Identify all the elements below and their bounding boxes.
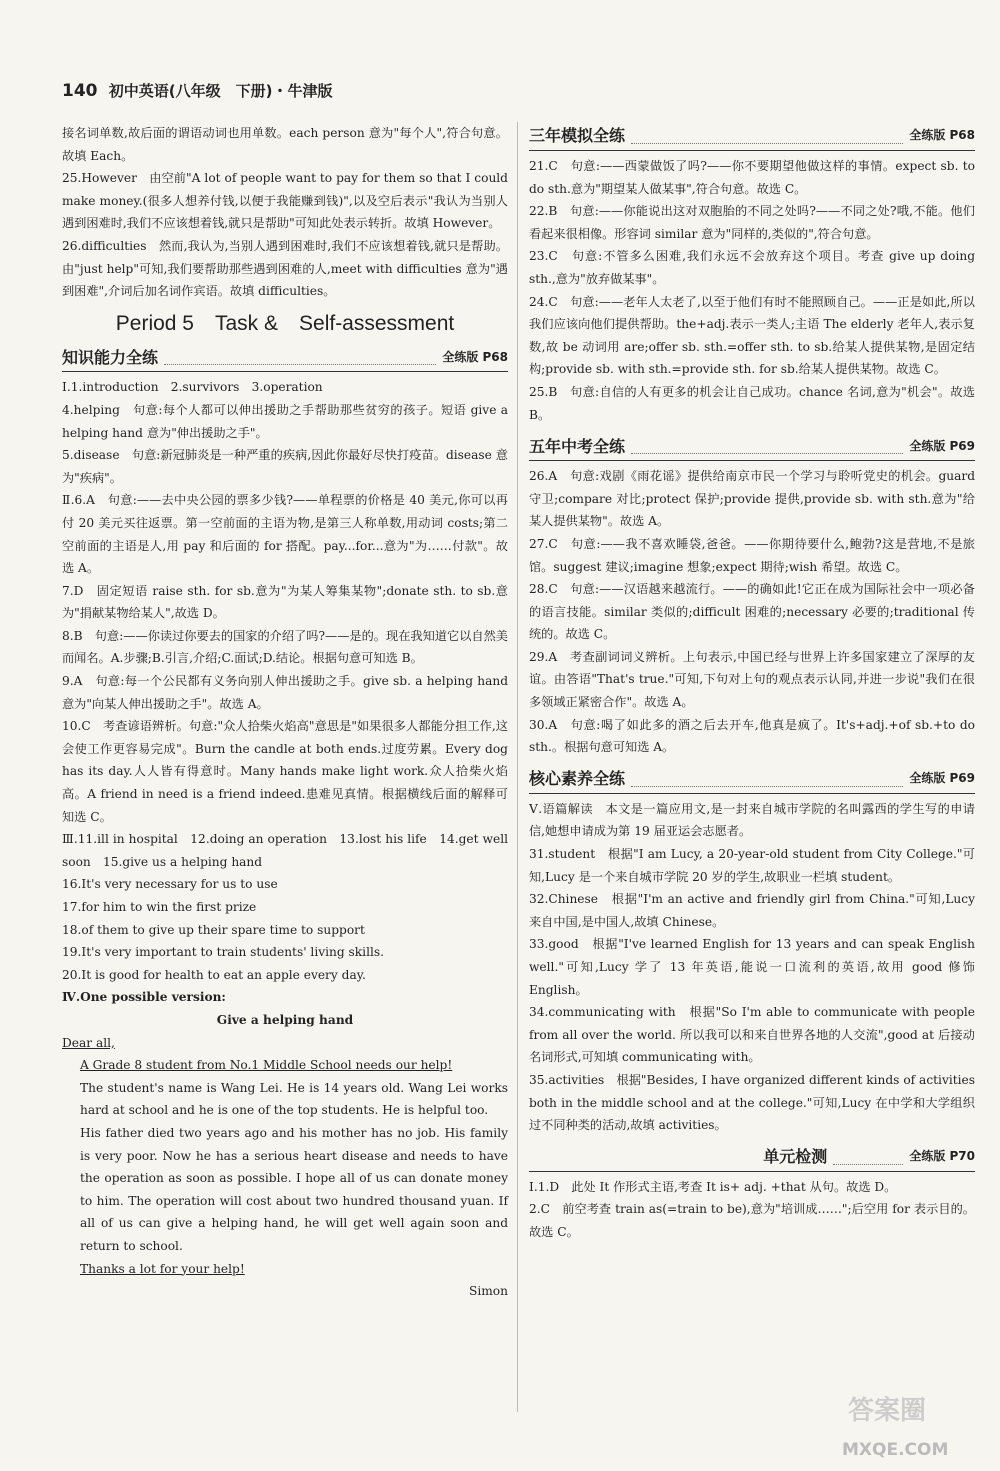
watermark-url: MXQE.COM — [842, 1440, 949, 1460]
section-title: 核心素养全练 — [529, 769, 626, 789]
leader-dots — [164, 364, 436, 365]
answer-item: 27.C 句意:——我不喜欢睡袋,爸爸。——你期待要什么,鲍勃?这是营地,不是旅馆。suggest 建议;imagine 想象;expect 期待;wish 希望。故选 C。 — [529, 536, 975, 574]
section-ref: 全练版 P68 — [909, 128, 975, 143]
leader-dots — [631, 786, 903, 787]
right-column — [529, 122, 975, 1244]
answer-item: 31.student 根据"I am Lucy, a 20-year-old student from City College."可知,Lucy 是一个来自城市学院 20 岁的学生,故职业一栏填 student。 — [529, 847, 975, 884]
answer-item: 9.A 句意:每一个公民都有义务向别人伸出援助之手。give sb. a helping hand 意为"向某人伸出援助之手"。故选 A。 — [62, 674, 508, 711]
answer-item: 33.good 根据"I've learned English for 13 years and can speak English well."可知,Lucy 学了 13 年英语,能说一口流利的英语,故用 good 修饰 English。 — [529, 937, 975, 997]
answer-item: 17.for him to win the first prize — [62, 900, 257, 914]
answer-item: Ⅲ.11.ill in hospital 12.doing an operation 13.lost his life 14.get well soon 15.give us a helping hand — [62, 832, 508, 869]
section-ref: 全练版 P69 — [909, 771, 975, 786]
answer-item: 20.It is good for health to eat an apple every day. — [62, 967, 366, 982]
letter-line: A Grade 8 student from No.1 Middle School needs our help! — [80, 1058, 453, 1073]
answer-item: 22.B 句意:——你能说出这对双胞胎的不同之处吗?——不同之处?哦,不能。他们看起来很相像。形容词 similar 意为"同样的,类似的",符合句意。 — [529, 204, 975, 241]
answer-item: 32.Chinese 根据"I'm an active and friendly girl from China."可知,Lucy 来自中国,是中国人,故填 Chinese。 — [529, 892, 975, 929]
section-title: 知识能力全练 — [62, 347, 159, 367]
section-title: 三年模拟全练 — [529, 126, 626, 146]
paragraph: 接名词单数,故后面的谓语动词也用单数。each person 意为"每个人",符合句意。故填 Each。 — [62, 126, 508, 163]
section-header — [62, 343, 508, 372]
answer-item: 24.C 句意:——老年人太老了,以至于他们有时不能照顾自己。——正是如此,所以我们应该向他们提供帮助。the+adj.表示一类人;主语 The elderly 老年人,表示复数,故 be 动词用 are;offer sb. sth.=offer sth. to sb.给某人提供某物,是固定结构;provide sb. with sth.=provide sth. for sb.给某人提供某物。故选 C。 — [529, 294, 975, 377]
answer-item: 8.B 句意:——你读过你要去的国家的介绍了吗?——是的。现在我知道它以自然美而闻名。A.步骤;B.引言,介绍;C.面试;D.结论。根据句意可知选 B。 — [62, 628, 508, 666]
section-ref: 全练版 P70 — [909, 1149, 975, 1164]
answer-25: 25.However 由空前"A lot of people want to pay for them so that I could make money.(很多人想养付钱,以便于我能赚到钱)",以及空后表示"我认为当别人遇到困难时,我们不应该想着钱,就只是帮助"可知此处表示转折。故填 However。 — [62, 171, 508, 231]
answer-item: 18.of them to give up their spare time to support — [62, 922, 365, 937]
answer-item: 26.A 句意:戏剧《雨花谣》提供给南京市民一个学习与聆听党史的机会。guard 守卫;compare 对比;protect 保护;provide 提供,provide sb. with sth.意为"给某人提供某物"。故选 A。 — [529, 469, 975, 529]
answer-item: 23.C 句意:不管多么困难,我们永远不会放弃这个项目。考查 give up doing sth.,意为"放弃做某事"。 — [529, 249, 975, 286]
letter-greeting: Dear all, — [62, 1035, 115, 1050]
section-header — [529, 122, 975, 151]
answer-item: 35.activities 根据"Besides, I have organized different kinds of activities both in the middle school and at the college."可知,Lucy 在中学和大学组织过不同种类的活动,故填 activities。 — [529, 1072, 975, 1133]
answer-item: 5.disease 句意:新冠肺炎是一种严重的疾病,因此你最好尽快打疫苗。disease 意为"疾病"。 — [62, 448, 508, 485]
section-title: 单元检测 — [763, 1147, 828, 1167]
section-header — [529, 432, 975, 461]
answer-item: 19.It's very important to train students' living skills. — [62, 945, 384, 960]
answer-item: Ⅰ.1.introduction 2.survivors 3.operation — [62, 380, 323, 395]
answer-item: 16.It's very necessary for us to use — [62, 877, 278, 892]
answer-item: 28.C 句意:——汉语越来越流行。——的确如此!它正在成为国际社会中一项必备的语言技能。similar 类似的;difficult 困难的;necessary 必要的;traditional 传统的。故选 C。 — [529, 582, 975, 642]
letter-paragraph: His father died two years ago and his mother has no job. His family is very poor. Now he has a serious heart disease and needs to have the operation as soon as possible. I hope all of us can donate money to him. The operation will cost about two hundred thousand yuan. If all of us can give a helping hand, he will get well again soon and return to school. — [80, 1125, 508, 1253]
answer-item: Ⅳ.One possible version: — [62, 990, 226, 1005]
answer-item: 7.D 固定短语 raise sth. for sb.意为"为某人筹集某物";donate sth. to sb.意为"捐献某物给某人",故选 D。 — [62, 583, 508, 621]
answer-item: 2.C 前空考查 train as(=train to be),意为"培训成……";后空用 for 表示目的。故选 C。 — [529, 1202, 975, 1239]
answer-item: 30.A 句意:喝了如此多的酒之后去开车,他真是疯了。It's+adj.+of sb.+to do sth.。根据句意可知选 A。 — [529, 717, 975, 755]
section-title: 五年中考全练 — [529, 436, 626, 456]
answer-item: 29.A 考查副词词义辨析。上句表示,中国已经与世界上许多国家建立了深厚的友谊。由答语"That's true."可知,下句对上句的观点表示认同,并进一步说"我们在很多领域正紧密合作"。故选 A。 — [529, 649, 975, 710]
answer-item: 34.communicating with 根据"So I'm able to communicate with people from all over the world. 所以我可以和来自世界各地的人交流",good at 后接动名词形式,可知填 communicating with。 — [529, 1005, 975, 1065]
answer-item: 10.C 考查谚语辨析。句意:"众人拾柴火焰高"意思是"如果很多人都能分担工作,这会使工作更容易完成"。Burn the candle at both ends.过度劳累。Every dog has its day.人人皆有得意时。Many hands make light work.众人拾柴火焰高。A friend in need is a friend indeed.患难见真情。根据横线后面的解释可知选 C。 — [62, 719, 508, 824]
answer-26: 26.difficulties 然而,我认为,当别人遇到困难时,我们不应该想着钱,就只是帮助。由"just help"可知,我们要帮助那些遇到困难的人,meet with difficulties 意为"遇到困难",介词后加名词作宾语。故填 difficulties。 — [62, 238, 508, 299]
leader-dots — [631, 453, 903, 454]
leader-dots — [631, 143, 903, 144]
answer-item: Ⅱ.6.A 句意:——去中央公园的票多少钱?——单程票的价格是 40 美元,你可以再付 20 美元买往返票。第一空前面的主语为物,是第三人称单数,用动词 costs;第二空前面的主语是人,用 pay 和后面的 for 搭配。pay...for...意为"为……付款"。故选 A。 — [62, 493, 508, 576]
answer-item: Ⅰ.1.D 此处 It 作形式主语,考查 It is+ adj. +that 从句。故选 D。 — [529, 1179, 897, 1194]
letter-paragraph: The student's name is Wang Lei. He is 14 years old. Wang Lei works hard at school and he is one of the top students. He is helpful too. — [80, 1080, 508, 1118]
page-header — [62, 80, 332, 101]
section-header — [529, 1143, 975, 1172]
page-number: 140 — [62, 81, 98, 101]
period-title: Period 5 Task & Self-assessment — [115, 311, 455, 335]
section-ref: 全练版 P68 — [442, 349, 508, 364]
leader-dots — [833, 1164, 903, 1165]
left-column — [62, 122, 508, 1303]
answer-item: 21.C 句意:——西蒙做饭了吗?——你不要期望他做这样的事情。expect sb. to do sth.意为"期望某人做某事",符合句意。故选 C。 — [529, 159, 975, 196]
column-divider — [517, 122, 518, 1412]
letter-closing: Thanks a lot for your help! — [80, 1261, 245, 1276]
book-title: 初中英语(八年级 下册)・牛津版 — [108, 82, 333, 100]
letter-title: Give a helping hand — [216, 1012, 354, 1027]
section-ref: 全练版 P69 — [909, 438, 975, 453]
section-header — [529, 765, 975, 794]
passage-summary: Ⅴ.语篇解读 本文是一篇应用文,是一封来自城市学院的名叫露西的学生写的申请信,她想申请成为第 19 届亚运会志愿者。 — [529, 801, 975, 839]
answer-item: 4.helping 句意:每个人都可以伸出援助之手帮助那些贫穷的孩子。短语 give a helping hand 意为"伸出援助之手"。 — [62, 402, 508, 440]
watermark-logo: 答案圈 — [848, 1396, 927, 1426]
letter-signature: Simon — [469, 1284, 508, 1299]
answer-item: 25.B 句意:自信的人有更多的机会让自己成功。chance 名词,意为"机会"。故选 B。 — [529, 384, 975, 422]
